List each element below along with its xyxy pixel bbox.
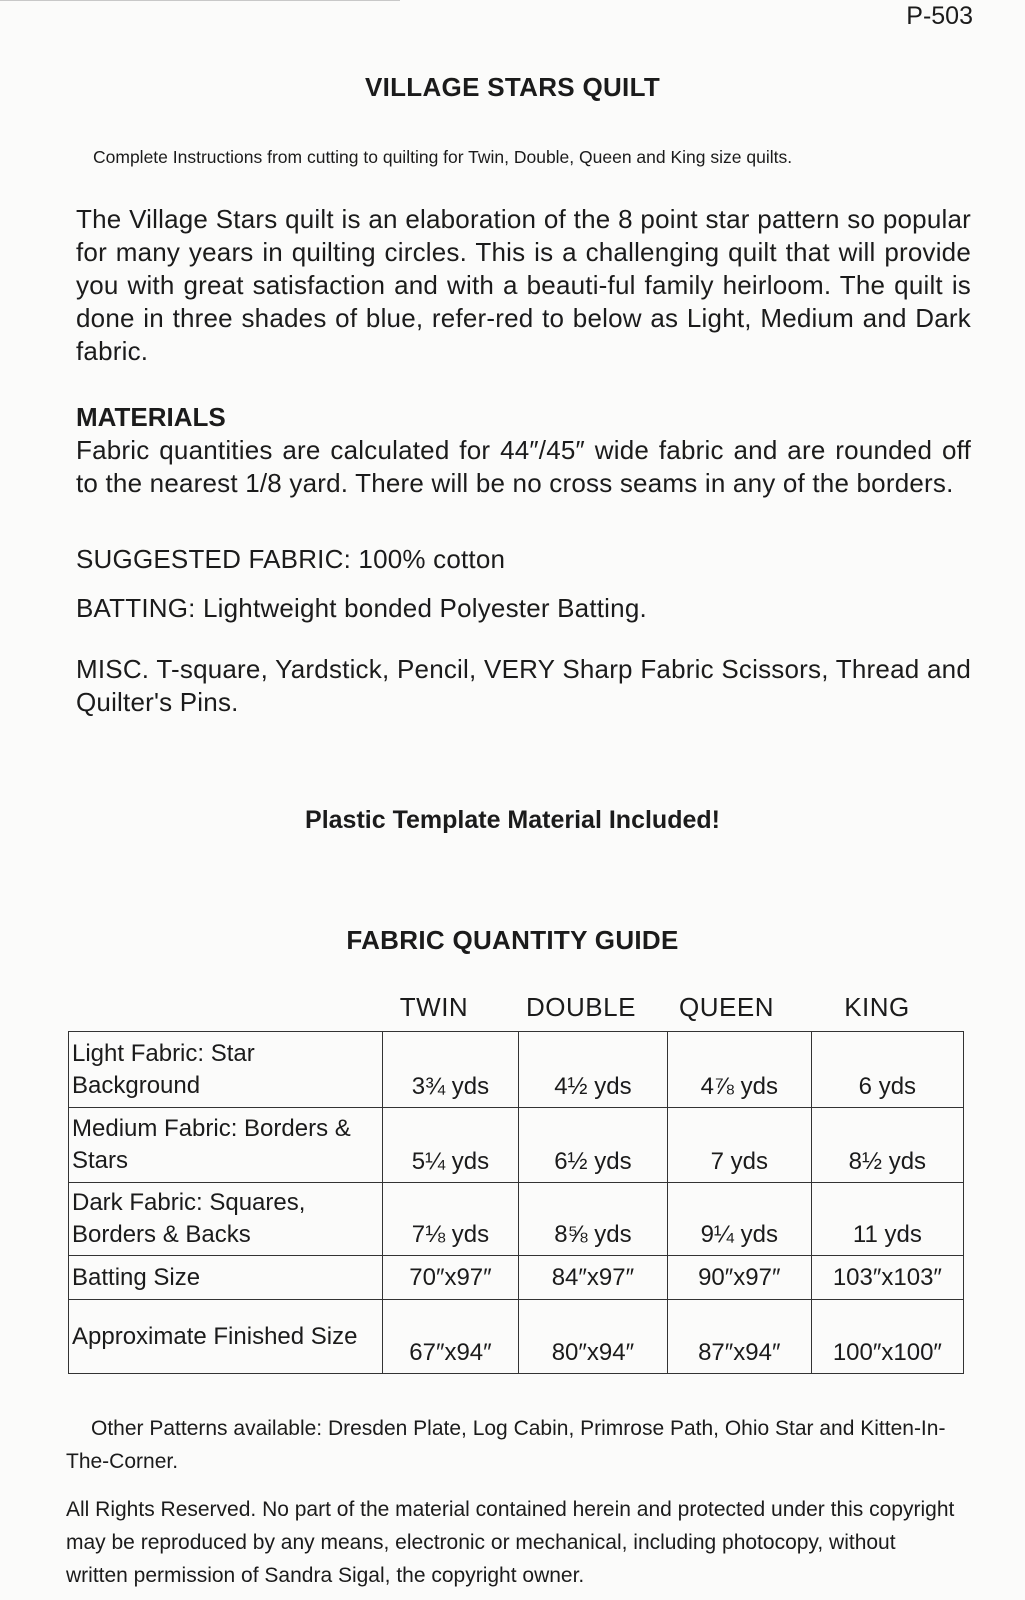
page-title: VILLAGE STARS QUILT bbox=[364, 72, 661, 102]
other-patterns-text: Other Patterns available: Dresden Plate, Log Cabin, Primrose Path, Ohio Star and Kitten-In-The-Corner. bbox=[66, 1417, 946, 1473]
table-cell: 4⅞ yds bbox=[667, 1032, 811, 1108]
fabric-quantity-table bbox=[68, 1031, 964, 1374]
table-cell: 6 yds bbox=[811, 1032, 963, 1108]
row-label: Medium Fabric: Borders & Stars bbox=[69, 1108, 383, 1183]
column-header-queen: QUEEN bbox=[679, 992, 774, 1022]
row-label: Dark Fabric: Squares, Borders & Backs bbox=[69, 1183, 383, 1256]
pattern-code: P-503 bbox=[906, 2, 973, 30]
table-cell: 6½ yds bbox=[518, 1108, 667, 1183]
table-cell: 4½ yds bbox=[518, 1032, 667, 1108]
table-row bbox=[69, 1256, 964, 1300]
guide-column-headers bbox=[0, 992, 1025, 1024]
table-row bbox=[69, 1032, 964, 1108]
row-label: Light Fabric: Star Background bbox=[69, 1032, 383, 1108]
misc-line: MISC. T-square, Yardstick, Pencil, VERY Sharp Fabric Scissors, Thread and Quilter's Pins. bbox=[76, 654, 971, 717]
copyright-notice: All Rights Reserved. No part of the material contained herein and protected under this copyright may be reproduced by any means, electronic or mechanical, including photocopy, without written permission of Sandra Sigal, the copyright owner. bbox=[66, 1498, 955, 1587]
table-cell: 103″x103″ bbox=[811, 1256, 963, 1300]
table-cell: 3¾ yds bbox=[382, 1032, 518, 1108]
table-cell: 5¼ yds bbox=[382, 1108, 518, 1183]
other-patterns-note bbox=[66, 1412, 961, 1478]
table-row bbox=[69, 1183, 964, 1256]
page-subtitle: Complete Instructions from cutting to quilting for Twin, Double, Queen and King size quilts. bbox=[93, 147, 793, 167]
template-note: Plastic Template Material Included! bbox=[305, 806, 720, 834]
table-row bbox=[69, 1300, 964, 1374]
materials-text: Fabric quantities are calculated for 44″/45″ wide fabric and are rounded off to the nearest 1/8 yard. There will be no cross seams in any of the borders. bbox=[76, 435, 971, 498]
row-label: Batting Size bbox=[69, 1256, 383, 1300]
column-header-king: KING bbox=[844, 992, 910, 1022]
materials-heading: MATERIALS bbox=[76, 402, 226, 432]
table-cell: 67″x94″ bbox=[382, 1300, 518, 1374]
scan-edge-line bbox=[0, 0, 400, 1]
column-header-double: DOUBLE bbox=[526, 992, 636, 1022]
table-cell: 84″x97″ bbox=[518, 1256, 667, 1300]
table-cell: 9¼ yds bbox=[667, 1183, 811, 1256]
batting-line: BATTING: Lightweight bonded Polyester Batting. bbox=[76, 593, 647, 623]
table-cell: 100″x100″ bbox=[811, 1300, 963, 1374]
table-cell: 7 yds bbox=[667, 1108, 811, 1183]
table-cell: 80″x94″ bbox=[518, 1300, 667, 1374]
table-cell: 90″x97″ bbox=[667, 1256, 811, 1300]
suggested-fabric-line: SUGGESTED FABRIC: 100% cotton bbox=[76, 544, 506, 574]
table-row bbox=[69, 1108, 964, 1183]
guide-title: FABRIC QUANTITY GUIDE bbox=[346, 925, 679, 955]
row-label: Approximate Finished Size bbox=[69, 1300, 383, 1374]
column-header-twin: TWIN bbox=[399, 992, 469, 1022]
table-cell: 8⅝ yds bbox=[518, 1183, 667, 1256]
table-cell: 11 yds bbox=[811, 1183, 963, 1256]
table-cell: 87″x94″ bbox=[667, 1300, 811, 1374]
intro-paragraph: The Village Stars quilt is an elaboration of the 8 point star pattern so popular for many years in quilting circles. This is a challenging quilt that will provide you with great satisfaction and with a beauti-ful family heirloom. The quilt is done in three shades of blue, refer-red to below as Light, Medium and Dark fabric. bbox=[76, 204, 971, 366]
table-cell: 8½ yds bbox=[811, 1108, 963, 1183]
table-cell: 7⅛ yds bbox=[382, 1183, 518, 1256]
table-cell: 70″x97″ bbox=[382, 1256, 518, 1300]
